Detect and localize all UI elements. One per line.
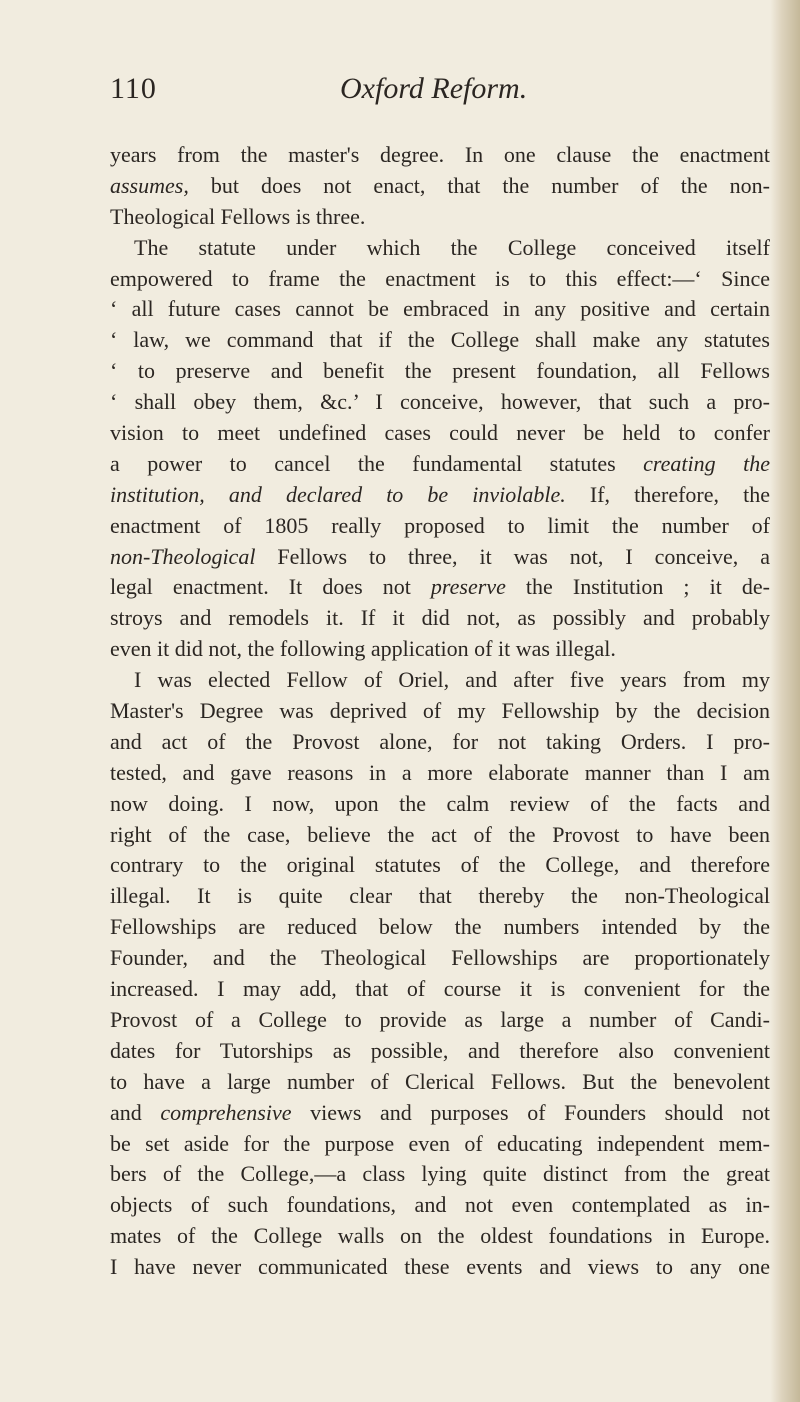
running-title: Oxford Reform. (340, 72, 528, 105)
text-line (110, 356, 770, 387)
text-run: right of the case, believe the act of the Provost to have been (110, 821, 770, 847)
text-line (110, 171, 770, 202)
text-run: tested, and gave reasons in a more elaborate manner than I am (110, 759, 770, 785)
text-run: If, therefore, the (565, 481, 770, 507)
text-run: objects of such foundations, and not even contemplated as in- (110, 1192, 770, 1218)
italic-text: creating the (643, 450, 770, 476)
text-run: contrary to the original statutes of the College, and therefore (110, 852, 770, 878)
text-run: stroys and remodels it. If it did not, as possibly and probably (110, 605, 770, 631)
text-run: vision to meet undefined cases could never be held to confer (110, 420, 770, 446)
text-run: Provost of a College to provide as large a number of Candi- (110, 1006, 770, 1032)
text-line (110, 758, 770, 789)
text-line (110, 974, 770, 1005)
text-line (110, 850, 770, 881)
text-line (110, 789, 770, 820)
text-run: ‘ to preserve and benefit the present foundation, all Fellows (110, 358, 770, 384)
text-line (110, 912, 770, 943)
text-run: mates of the College walls on the oldest foundations in Europe. (110, 1223, 770, 1249)
body-text (110, 140, 770, 1283)
text-run: Theological Fellows is three. (110, 203, 366, 229)
text-run: to have a large number of Clerical Fellows. But the benevolent (110, 1068, 770, 1094)
text-run: legal enactment. It does not (110, 574, 431, 600)
text-run: increased. I may add, that of course it is convenient for the (110, 976, 770, 1002)
text-run: enactment of 1805 really proposed to limit the number of (110, 512, 770, 538)
page-edge-shadow (770, 0, 800, 1402)
text-line (110, 480, 770, 511)
text-run: Master's Degree was deprived of my Fellowship by the decision (110, 698, 770, 724)
text-line (110, 449, 770, 480)
text-line (110, 542, 770, 573)
text-line (110, 572, 770, 603)
text-run: the Institution ; it de- (505, 574, 770, 600)
text-run: The statute under which the College conceived itself (134, 234, 770, 260)
italic-text: preserve (430, 574, 506, 600)
text-run: and act of the Provost alone, for not taking Orders. I pro- (110, 728, 770, 754)
text-line (110, 1221, 770, 1252)
italic-text: comprehensive (160, 1099, 292, 1125)
text-run: now doing. I now, upon the calm review of the facts and (110, 790, 770, 816)
italic-text: assumes, (110, 172, 189, 198)
italic-text: non-Theological (110, 543, 256, 569)
text-line (110, 202, 770, 233)
text-run: but does not enact, that the number of the non- (188, 172, 770, 198)
text-run: views and purposes of Founders should not (291, 1099, 770, 1125)
text-line (110, 511, 770, 542)
text-line (110, 387, 770, 418)
text-run: and (110, 1099, 161, 1125)
text-run: a power to cancel the fundamental statutes (110, 450, 644, 476)
text-line (110, 603, 770, 634)
text-line (110, 1129, 770, 1160)
text-run: Fellows to three, it was not, I conceive, a (255, 543, 770, 569)
text-line (110, 1098, 770, 1129)
text-run: Fellowships are reduced below the numbers intended by the (110, 914, 770, 940)
text-line (110, 1252, 770, 1283)
text-line (110, 881, 770, 912)
text-run: dates for Tutorships as possible, and therefore also convenient (110, 1037, 770, 1063)
text-run: I was elected Fellow of Oriel, and after five years from my (134, 667, 770, 693)
text-run: illegal. It is quite clear that thereby the non-Theological (110, 883, 770, 909)
italic-text: institution, and declared to be inviolable. (110, 481, 566, 507)
text-line (110, 665, 770, 696)
text-line (110, 418, 770, 449)
text-run: ‘ shall obey them, &c.’ I conceive, however, that such a pro- (110, 389, 770, 415)
text-line (110, 233, 770, 264)
text-run: ‘ law, we command that if the College shall make any statutes (110, 327, 770, 353)
text-line (110, 696, 770, 727)
text-run: empowered to frame the enactment is to this effect:—‘ Since (110, 265, 770, 291)
text-line (110, 820, 770, 851)
text-line (110, 264, 770, 295)
text-run: ‘ all future cases cannot be embraced in any positive and certain (110, 296, 770, 322)
text-line (110, 943, 770, 974)
text-line (110, 1067, 770, 1098)
page-number: 110 (110, 72, 157, 105)
text-line (110, 325, 770, 356)
text-line (110, 1005, 770, 1036)
text-run: I have never communicated these events and views to any one (110, 1254, 770, 1280)
text-line (110, 634, 770, 665)
text-run: years from the master's degree. In one clause the enactment (110, 142, 770, 167)
text-line (110, 140, 770, 171)
text-line (110, 1036, 770, 1067)
text-line (110, 727, 770, 758)
text-run: be set aside for the purpose even of educating independent mem- (110, 1130, 770, 1156)
text-line (110, 294, 770, 325)
text-line (110, 1190, 770, 1221)
text-run: Founder, and the Theological Fellowships are proportionately (110, 945, 770, 971)
text-run: bers of the College,—a class lying quite distinct from the great (110, 1161, 770, 1187)
page-header (110, 72, 770, 112)
text-line (110, 1159, 770, 1190)
text-run: even it did not, the following application of it was illegal. (110, 636, 616, 662)
